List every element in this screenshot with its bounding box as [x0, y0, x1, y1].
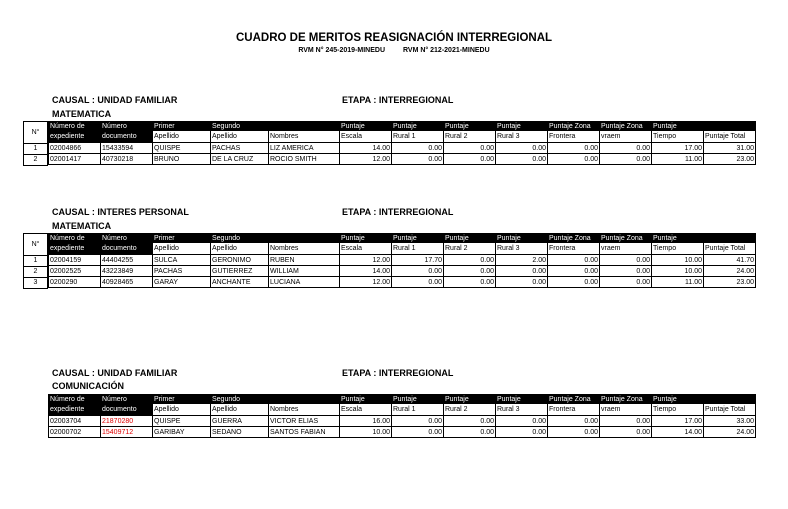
- vraem-cell: 0.00: [600, 277, 652, 288]
- expediente-cell: 02003704: [49, 416, 101, 427]
- column-header-bottom: Apellido: [153, 404, 211, 416]
- time-cell: 17.00: [652, 416, 704, 427]
- rural1-cell: 17.70: [392, 255, 444, 266]
- second-surname-cell: GUERRA: [211, 416, 269, 427]
- document-cell: 44404255: [101, 255, 153, 266]
- column-header-bottom: Escala: [340, 404, 392, 416]
- document-cell: 40730218: [101, 154, 153, 165]
- row-number-header: N°: [24, 122, 47, 143]
- column-header-top: Puntaje: [444, 395, 496, 405]
- row-number: 2: [24, 154, 47, 165]
- second-surname-cell: DE LA CRUZ: [211, 154, 269, 165]
- section-area: MATEMATICA: [52, 221, 112, 231]
- scale-score-cell: 10.00: [340, 427, 392, 438]
- column-header-top: Puntaje: [496, 234, 548, 244]
- merit-table: [48, 121, 756, 165]
- column-header-bottom: Frontera: [548, 243, 600, 255]
- column-header-top: Número: [101, 234, 153, 244]
- column-header-top: Puntaje: [652, 395, 704, 405]
- section-causal: CAUSAL : UNIDAD FAMILIAR: [52, 95, 178, 105]
- column-header-bottom: Puntaje Total: [704, 404, 756, 416]
- total-cell: 31.00: [704, 143, 756, 154]
- rural1-cell: 0.00: [392, 266, 444, 277]
- header-row-bottom: [49, 404, 756, 416]
- names-cell: LUCIANA: [269, 277, 340, 288]
- row-number: 2: [24, 266, 47, 277]
- column-header-top: Segundo: [211, 122, 269, 132]
- names-cell: LIZ AMERICA: [269, 143, 340, 154]
- header-row-top: [49, 395, 756, 405]
- header-row-bottom: [49, 131, 756, 143]
- column-header-bottom: Frontera: [548, 131, 600, 143]
- row-number: 3: [24, 277, 47, 288]
- names-cell: SANTOS FABIAN: [269, 427, 340, 438]
- rural2-cell: 0.00: [444, 277, 496, 288]
- column-header-bottom: Rural 3: [496, 131, 548, 143]
- column-header-top: Segundo: [211, 395, 269, 405]
- column-header-top: Puntaje: [340, 122, 392, 132]
- vraem-cell: 0.00: [600, 154, 652, 165]
- section-area: COMUNICACIÓN: [52, 381, 124, 391]
- column-header-bottom: Rural 3: [496, 243, 548, 255]
- table-row: [49, 427, 756, 438]
- column-header-bottom: Rural 2: [444, 404, 496, 416]
- rural1-cell: 0.00: [392, 416, 444, 427]
- column-header-top: [269, 395, 340, 405]
- expediente-cell: 02002525: [49, 266, 101, 277]
- column-header-top: [704, 122, 756, 132]
- column-header-top: Puntaje: [340, 395, 392, 405]
- table-row: [49, 143, 756, 154]
- table-row: [49, 154, 756, 165]
- rural3-cell: 0.00: [496, 427, 548, 438]
- column-header-bottom: Escala: [340, 131, 392, 143]
- column-header-top: Primer: [153, 122, 211, 132]
- time-cell: 10.00: [652, 255, 704, 266]
- column-header-bottom: Nombres: [269, 404, 340, 416]
- rural2-cell: 0.00: [444, 154, 496, 165]
- document-cell: 15433594: [101, 143, 153, 154]
- column-header-bottom: Escala: [340, 243, 392, 255]
- time-cell: 14.00: [652, 427, 704, 438]
- scale-score-cell: 12.00: [340, 277, 392, 288]
- rural1-cell: 0.00: [392, 277, 444, 288]
- column-header-top: Puntaje Zona: [600, 234, 652, 244]
- page-title: CUADRO DE MERITOS REASIGNACIÓN INTERREGIONAL: [235, 32, 553, 44]
- column-header-bottom: Rural 1: [392, 243, 444, 255]
- column-header-top: Puntaje: [444, 234, 496, 244]
- column-header-bottom: Nombres: [269, 243, 340, 255]
- column-header-bottom: Rural 2: [444, 131, 496, 143]
- column-header-bottom: Apellido: [153, 243, 211, 255]
- names-cell: WILLIAM: [269, 266, 340, 277]
- total-cell: 23.00: [704, 154, 756, 165]
- scale-score-cell: 14.00: [340, 266, 392, 277]
- table-row: [49, 416, 756, 427]
- rural1-cell: 0.00: [392, 154, 444, 165]
- column-header-top: Segundo: [211, 234, 269, 244]
- column-header-top: Número de: [49, 395, 101, 405]
- scale-score-cell: 14.00: [340, 143, 392, 154]
- vraem-cell: 0.00: [600, 255, 652, 266]
- column-header-bottom: expediente: [49, 131, 101, 143]
- section-causal: CAUSAL : UNIDAD FAMILIAR: [52, 368, 178, 378]
- rvm-2: RVM N° 212-2021-MINEDU: [402, 47, 490, 54]
- time-cell: 17.00: [652, 143, 704, 154]
- names-cell: RUBEN: [269, 255, 340, 266]
- vraem-cell: 0.00: [600, 427, 652, 438]
- column-header-bottom: documento: [101, 243, 153, 255]
- names-cell: VICTOR ELIAS: [269, 416, 340, 427]
- first-surname-cell: SULCA: [153, 255, 211, 266]
- column-header-bottom: documento: [101, 131, 153, 143]
- rural2-cell: 0.00: [444, 427, 496, 438]
- first-surname-cell: QUISPE: [153, 416, 211, 427]
- column-header-bottom: Tiempo: [652, 243, 704, 255]
- column-header-bottom: Apellido: [211, 243, 269, 255]
- table-row: [49, 277, 756, 288]
- column-header-top: Puntaje: [444, 122, 496, 132]
- expediente-cell: 02000702: [49, 427, 101, 438]
- section-etapa: ETAPA : INTERREGIONAL: [342, 207, 454, 217]
- rural2-cell: 0.00: [444, 266, 496, 277]
- column-header-top: Número de: [49, 122, 101, 132]
- column-header-top: Primer: [153, 234, 211, 244]
- column-header-top: Puntaje Zona: [600, 122, 652, 132]
- header-row-top: [49, 122, 756, 132]
- frontier-cell: 0.00: [548, 416, 600, 427]
- row-number: 1: [24, 143, 47, 154]
- rural3-cell: 2.00: [496, 255, 548, 266]
- expediente-cell: 02004159: [49, 255, 101, 266]
- column-header-top: Número de: [49, 234, 101, 244]
- second-surname-cell: GUTIERREZ: [211, 266, 269, 277]
- section-etapa: ETAPA : INTERREGIONAL: [342, 368, 454, 378]
- vraem-cell: 0.00: [600, 416, 652, 427]
- column-header-top: [269, 122, 340, 132]
- column-header-top: [269, 234, 340, 244]
- column-header-top: Puntaje Zona: [548, 234, 600, 244]
- second-surname-cell: GERONIMO: [211, 255, 269, 266]
- expediente-cell: 02004866: [49, 143, 101, 154]
- first-surname-cell: GARIBAY: [153, 427, 211, 438]
- column-header-top: Puntaje: [392, 234, 444, 244]
- row-number-header: N°: [24, 234, 47, 255]
- rural3-cell: 0.00: [496, 416, 548, 427]
- column-header-bottom: Puntaje Total: [704, 131, 756, 143]
- time-cell: 10.00: [652, 266, 704, 277]
- row-number: 1: [24, 255, 47, 266]
- table-row: [49, 255, 756, 266]
- rural2-cell: 0.00: [444, 143, 496, 154]
- document-cell: 15409712: [101, 427, 153, 438]
- total-cell: 41.70: [704, 255, 756, 266]
- column-header-top: Número: [101, 122, 153, 132]
- expediente-cell: 02001417: [49, 154, 101, 165]
- document-cell: 43223849: [101, 266, 153, 277]
- expediente-cell: 0200290: [49, 277, 101, 288]
- frontier-cell: 0.00: [548, 255, 600, 266]
- column-header-bottom: Rural 3: [496, 404, 548, 416]
- column-header-top: Puntaje: [652, 234, 704, 244]
- column-header-bottom: Rural 1: [392, 131, 444, 143]
- vraem-cell: 0.00: [600, 143, 652, 154]
- first-surname-cell: QUISPE: [153, 143, 211, 154]
- column-header-top: Puntaje Zona: [548, 122, 600, 132]
- rural1-cell: 0.00: [392, 143, 444, 154]
- rural2-cell: 0.00: [444, 255, 496, 266]
- rural3-cell: 0.00: [496, 143, 548, 154]
- frontier-cell: 0.00: [548, 266, 600, 277]
- time-cell: 11.00: [652, 154, 704, 165]
- row-number-column: [23, 121, 48, 166]
- merit-table: [48, 394, 756, 438]
- scale-score-cell: 12.00: [340, 154, 392, 165]
- document-cell: 40928465: [101, 277, 153, 288]
- column-header-bottom: Rural 2: [444, 243, 496, 255]
- header-row-top: [49, 234, 756, 244]
- column-header-top: Puntaje: [496, 395, 548, 405]
- column-header-bottom: Rural 1: [392, 404, 444, 416]
- vraem-cell: 0.00: [600, 266, 652, 277]
- column-header-bottom: Apellido: [153, 131, 211, 143]
- column-header-bottom: expediente: [49, 404, 101, 416]
- names-cell: ROCIO SMITH: [269, 154, 340, 165]
- rvm-1: RVM N° 245-2019-MINEDU: [298, 47, 386, 54]
- column-header-bottom: Tiempo: [652, 404, 704, 416]
- second-surname-cell: PACHAS: [211, 143, 269, 154]
- column-header-bottom: documento: [101, 404, 153, 416]
- second-surname-cell: SEDANO: [211, 427, 269, 438]
- section-etapa: ETAPA : INTERREGIONAL: [342, 95, 454, 105]
- column-header-bottom: Tiempo: [652, 131, 704, 143]
- scale-score-cell: 12.00: [340, 255, 392, 266]
- time-cell: 11.00: [652, 277, 704, 288]
- first-surname-cell: BRUNO: [153, 154, 211, 165]
- first-surname-cell: PACHAS: [153, 266, 211, 277]
- rural3-cell: 0.00: [496, 266, 548, 277]
- column-header-bottom: Apellido: [211, 131, 269, 143]
- column-header-top: [704, 395, 756, 405]
- total-cell: 24.00: [704, 266, 756, 277]
- total-cell: 33.00: [704, 416, 756, 427]
- column-header-bottom: Apellido: [211, 404, 269, 416]
- rural3-cell: 0.00: [496, 277, 548, 288]
- page-subtitle: [0, 47, 788, 54]
- section-area: MATEMATICA: [52, 109, 112, 119]
- column-header-top: Primer: [153, 395, 211, 405]
- column-header-bottom: Nombres: [269, 131, 340, 143]
- total-cell: 23.00: [704, 277, 756, 288]
- column-header-top: [704, 234, 756, 244]
- frontier-cell: 0.00: [548, 154, 600, 165]
- rural2-cell: 0.00: [444, 416, 496, 427]
- column-header-top: Puntaje: [392, 122, 444, 132]
- column-header-bottom: vraem: [600, 243, 652, 255]
- column-header-bottom: vraem: [600, 404, 652, 416]
- column-header-bottom: Frontera: [548, 404, 600, 416]
- column-header-top: Número: [101, 395, 153, 405]
- rural1-cell: 0.00: [392, 427, 444, 438]
- merit-table: [48, 233, 756, 288]
- total-cell: 24.00: [704, 427, 756, 438]
- column-header-bottom: Puntaje Total: [704, 243, 756, 255]
- second-surname-cell: ANCHANTE: [211, 277, 269, 288]
- scale-score-cell: 16.00: [340, 416, 392, 427]
- frontier-cell: 0.00: [548, 143, 600, 154]
- column-header-top: Puntaje Zona: [600, 395, 652, 405]
- column-header-top: Puntaje: [392, 395, 444, 405]
- column-header-top: Puntaje: [652, 122, 704, 132]
- document-cell: 21870280: [101, 416, 153, 427]
- section-causal: CAUSAL : INTERES PERSONAL: [52, 207, 189, 217]
- column-header-top: Puntaje Zona: [548, 395, 600, 405]
- column-header-top: Puntaje: [496, 122, 548, 132]
- rural3-cell: 0.00: [496, 154, 548, 165]
- column-header-top: Puntaje: [340, 234, 392, 244]
- column-header-bottom: vraem: [600, 131, 652, 143]
- frontier-cell: 0.00: [548, 277, 600, 288]
- header-row-bottom: [49, 243, 756, 255]
- table-row: [49, 266, 756, 277]
- first-surname-cell: GARAY: [153, 277, 211, 288]
- column-header-bottom: expediente: [49, 243, 101, 255]
- row-number-column: [23, 233, 48, 289]
- frontier-cell: 0.00: [548, 427, 600, 438]
